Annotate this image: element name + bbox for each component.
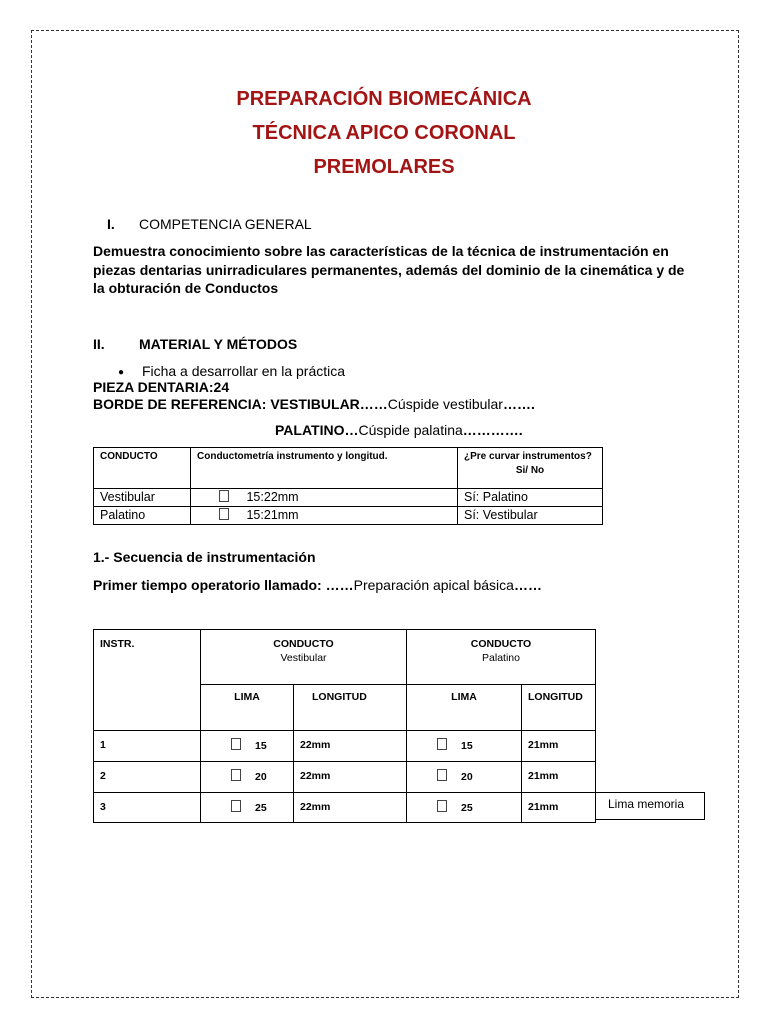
palatino-label: PALATINO… [275,422,359,438]
bullet-item [118,363,345,379]
cell-n: 2 [94,762,201,793]
pieza-dentaria: PIEZA DENTARIA:24 [93,379,230,395]
section-2-heading: MATERIAL Y MÉTODOS [139,336,298,352]
cell-longitud: 21mm [522,793,596,823]
palatino-value: Cúspide palatina [358,422,463,438]
conducto-title: CONDUCTO [470,638,532,650]
lima-value: 15 [255,740,267,752]
cell-medida [191,507,458,525]
borde-tail: ……. [502,396,535,412]
header-conducto: CONDUCTO [94,448,191,489]
cell-n: 3 [94,793,201,823]
conducto-sub: Palatino [482,652,520,664]
primer-tail: …… [513,577,542,593]
borde-label: BORDE DE REFERENCIA: VESTIBULAR…… [93,396,388,412]
table-header-row [94,448,603,489]
checkbox-icon [231,800,241,812]
borde-referencia [93,396,535,412]
header-conducto-palatino [407,630,596,685]
header-longitud: LONGITUD [522,685,596,731]
primer-label: Primer tiempo operatorio llamado: …… [93,577,354,593]
table-row [94,793,596,823]
checkbox-icon [437,800,447,812]
cell-curvar: Sí: Vestibular [458,507,603,525]
lima-value: 25 [255,802,267,814]
lima-value: 25 [461,802,473,814]
checkbox-icon [437,769,447,781]
header-precurvar-question: ¿Pre curvar instrumentos? [464,451,592,462]
header-lima: LIMA [407,685,522,731]
conducto-title: CONDUCTO [273,638,334,650]
cell-conducto: Vestibular [94,489,191,507]
header-si-no: Si/ No [515,465,545,476]
section-2-number: II. [93,336,105,352]
section-1-heading: COMPETENCIA GENERAL [139,216,312,232]
cell-longitud: 22mm [294,762,407,793]
primer-value: Preparación apical básica [353,577,514,593]
cell-lima [201,762,294,793]
table-header-row [94,630,596,685]
cell-lima [201,731,294,762]
palatino-line [275,422,523,438]
bullet-text: Ficha a desarrollar en la práctica [141,363,346,379]
table-row [94,507,603,525]
title-line-2: TÉCNICA APICO CORONAL [252,122,516,144]
checkbox-icon [437,738,447,750]
cell-longitud: 22mm [294,793,407,823]
checkbox-icon [219,490,229,502]
cell-longitud: 21mm [522,731,596,762]
checkbox-icon [219,508,229,520]
title-line-3: PREMOLARES [313,156,455,178]
conducto-sub: Vestibular [280,652,327,664]
cell-n: 1 [94,731,201,762]
conductometria-table [93,447,603,525]
table-row [94,489,603,507]
cell-longitud: 21mm [522,762,596,793]
table-row [94,762,596,793]
secuencia-heading: 1.- Secuencia de instrumentación [93,549,316,565]
checkbox-icon [231,769,241,781]
cell-medida-value: 15:22mm [246,490,299,504]
cell-medida-value: 15:21mm [246,508,299,522]
bullet-dot-icon: ● [118,367,125,378]
header-longitud: LONGITUD [294,685,407,731]
header-instr: INSTR. [94,630,201,731]
checkbox-icon [231,738,241,750]
title-line-1: PREPARACIÓN BIOMECÁNICA [236,88,532,110]
cell-lima [407,731,522,762]
palatino-tail: …………. [462,422,523,438]
lima-value: 20 [255,771,267,783]
header-precurvar [458,448,603,489]
primer-tiempo-line [93,577,542,593]
cell-medida [191,489,458,507]
header-conductometria: Conductometría instrumento y longitud. [191,448,458,489]
table-row [94,731,596,762]
header-lima: LIMA [201,685,294,731]
header-conducto-vestibular [201,630,407,685]
section-1-number: I. [107,216,115,232]
lima-memoria-note: Lima memoria [596,792,705,820]
competencia-paragraph: Demuestra conocimiento sobre las características de la técnica de instrumentación en piezas dentarias unirradiculares permanentes, además del dominio de la cinemática y de la obturación de Conductos [93,243,685,296]
instrumentacion-table [93,629,596,823]
cell-curvar: Sí: Palatino [458,489,603,507]
cell-lima [201,793,294,823]
cell-lima [407,762,522,793]
cell-lima [407,793,522,823]
lima-value: 20 [461,771,473,783]
borde-value: Cúspide vestibular [387,396,503,412]
cell-longitud: 22mm [294,731,407,762]
cell-conducto: Palatino [94,507,191,525]
lima-value: 15 [461,740,473,752]
